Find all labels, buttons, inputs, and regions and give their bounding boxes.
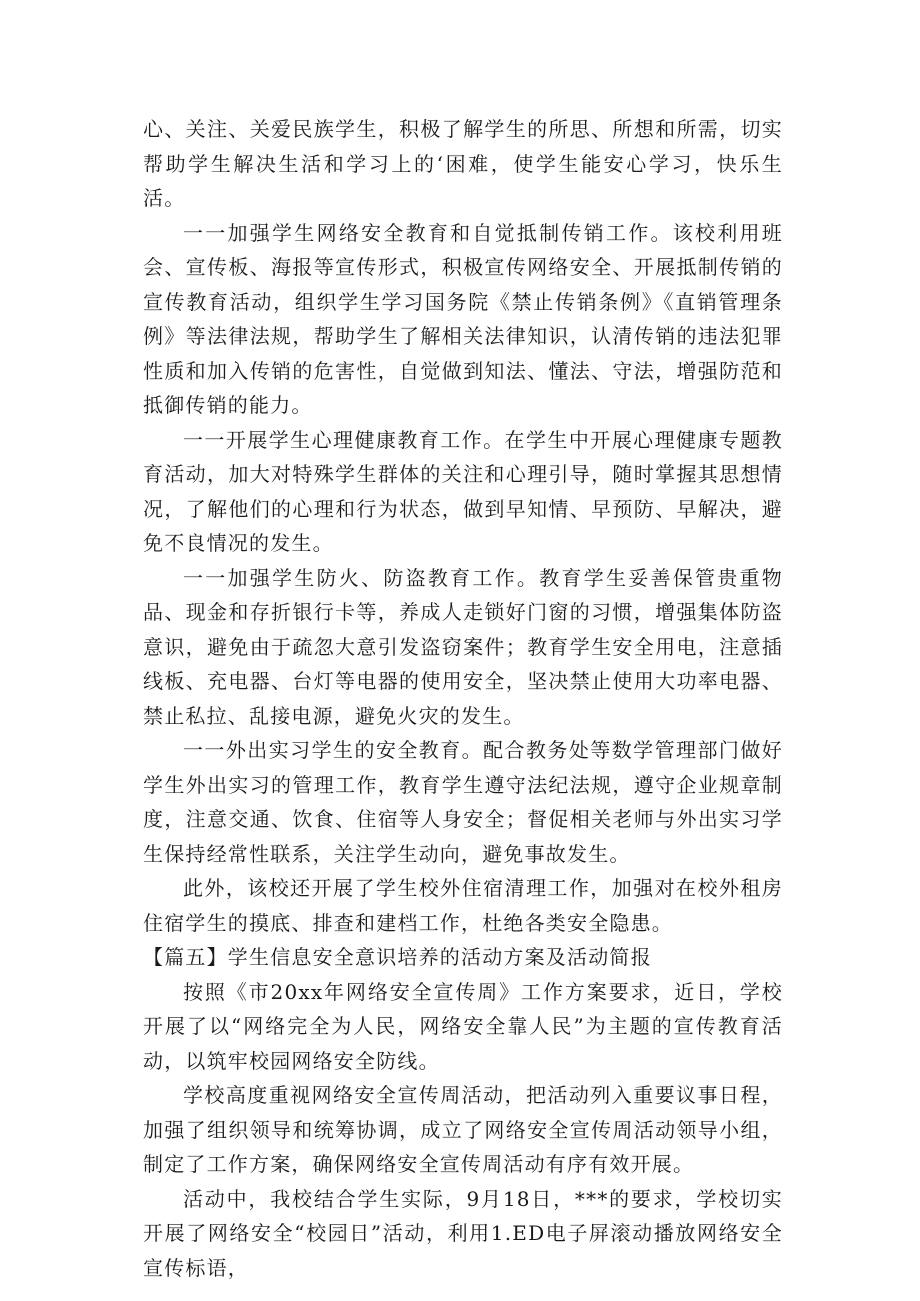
section-heading-part5: 【篇五】学生信息安全意识培养的活动方案及活动简报: [143, 945, 652, 969]
paragraph-mental-health: 一一开展学生心理健康教育工作。在学生中开展心理健康专题教育活动，加大对特殊学生群体的关注和心理引导，随时掌握其思想情况，了解他们的心理和行为状态，做到早知情、早预防、早解决，避免不良情况的发生。: [143, 427, 783, 555]
paragraph-continuation: 心、关注、关爱民族学生，积极了解学生的所思、所想和所需，切实帮助学生解决生活和学习上的‘困难，使学生能安心学习，快乐生活。: [143, 117, 783, 210]
paragraph-internship: 一一外出实习学生的安全教育。配合教务处等数学管理部门做好学生外出实习的管理工作，教育学生遵守法纪法规，遵守企业规章制度，注意交通、饮食、住宿等人身安全；督促相关老师与外出实习学生保持经常性联系，关注学生动向，避免事故发生。: [143, 738, 783, 866]
paragraph-offcampus: 此外，该校还开展了学生校外住宿清理工作，加强对在校外租房住宿学生的摸底、排查和建档工作，杜绝各类安全隐患。: [143, 876, 783, 935]
paragraph-campaign-intro: 按照《市20xx年网络安全宣传周》工作方案要求，近日，学校开展了以“网络完全为人民，网络安全靠人民”为主题的宣传教育活动，以筑牢校园网络安全防线。: [143, 979, 783, 1073]
paragraph-leadership: 学校高度重视网络安全宣传周活动，把活动列入重要议事日程，加强了组织领导和统筹协调，成立了网络安全宣传周活动领导小组，制定了工作方案，确保网络安全宣传周活动有序有效开展。: [143, 1083, 783, 1176]
document-page: [143, 112, 783, 1285]
paragraph-fire-theft: 一一加强学生防火、防盗教育工作。教育学生妥善保管贵重物品、现金和存折银行卡等，养成人走锁好门窗的习惯，增强集体防盗意识，避免由于疏忽大意引发盗窃案件；教育学生安全用电，注意插线板、充电器、台灯等电器的使用安全，坚决禁止使用大功率电器、禁止私拉、乱接电源，避免火灾的发生。: [143, 565, 783, 728]
paragraph-activity: 活动中，我校结合学生实际，9月18日，***的要求，学校切实开展了网络安全“校园日”活动，利用1.ED电子屏滚动播放网络安全宣传标语，: [143, 1186, 783, 1280]
paragraph-network-safety: 一一加强学生网络安全教育和自觉抵制传销工作。该校利用班会、宣传板、海报等宣传形式，积极宣传网络安全、开展抵制传销的宣传教育活动，组织学生学习国务院《禁止传销条例》《直销管理条例》等法律法规，帮助学生了解相关法律知识，认清传销的违法犯罪性质和加入传销的危害性，自觉做到知法、懂法、守法，增强防范和抵御传销的能力。: [143, 220, 783, 417]
